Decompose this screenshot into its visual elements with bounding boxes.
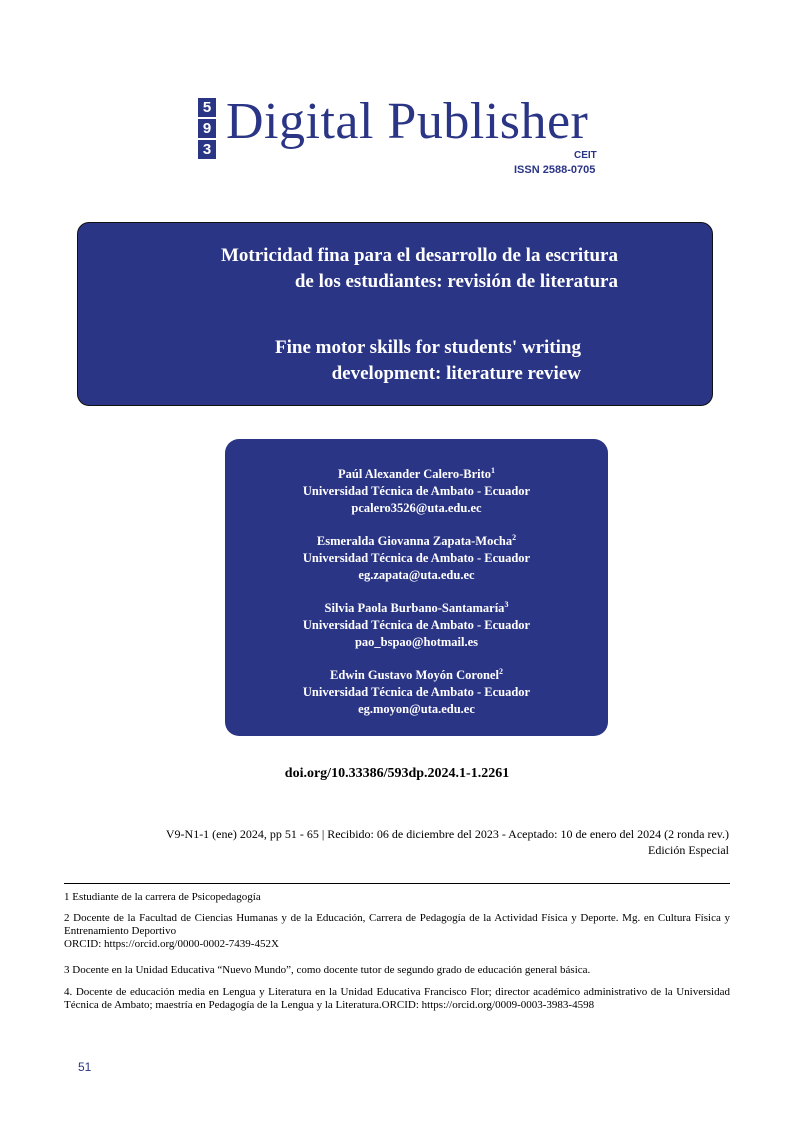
author-affiliation: Universidad Técnica de Ambato - Ecuador [302, 685, 531, 700]
author-entry [225, 596, 608, 651]
footnote-3: 3 Docente en la Unidad Educativa “Nuevo Mundo”, como docente tutor de segundo grado de educación general básica. [64, 964, 591, 976]
author-name: Paúl Alexander Calero-Brito$^1$ [338, 466, 495, 482]
footnote-4: 4. Docente de educación media en Lengua y Literatura en la Unidad Educativa Francisco Flor; director académico administrativo de la Universidad Técnica de Ambato; maestría en Pedagogía de la Lengua y la Literatura.ORCID: https://orcid.org/0009-0003-3983-4598 [64, 986, 730, 1011]
author-entry [225, 663, 608, 718]
author-name: Edwin Gustavo Moyón Coronel$^2$ [330, 667, 503, 683]
author-affiliation: Universidad Técnica de Ambato - Ecuador [302, 618, 531, 633]
footnote-2-orcid[interactable]: ORCID: https://orcid.org/0000-0002-7439-452X [64, 938, 279, 950]
title-es-line2: de los estudiantes: revisión de literatura [294, 271, 618, 292]
title-en-line2: development: literature review [331, 363, 581, 384]
title-es-line1: Motricidad fina para el desarrollo de la escritura [220, 245, 618, 266]
footnote-2-text: 2 Docente de la Facultad de Ciencias Humanas y de la Educación, Carrera de Pedagogía de la Actividad Física y Deporte. Mg. en Cultura Física y Entrenamiento Deportivo [64, 912, 730, 937]
author-email: eg.zapata@uta.edu.ec [358, 568, 475, 583]
author-affiliation: Universidad Técnica de Ambato - Ecuador [302, 484, 531, 499]
footnote-divider [64, 883, 730, 884]
authors-box [225, 439, 608, 736]
author-name: Silvia Paola Burbano-Santamaría$^3$ [324, 600, 509, 616]
logo-wordmark: Digital Publisher [226, 93, 589, 150]
logo-ceit: CEIT [574, 150, 597, 161]
logo-issn: ISSN 2588-0705 [514, 164, 596, 176]
logo-digit: 5 [198, 98, 216, 117]
title-en-line1: Fine motor skills for students' writing [275, 337, 581, 358]
journal-logo [198, 93, 618, 178]
logo-digit-stack [198, 98, 218, 161]
author-email: pcalero3526@uta.edu.ec [351, 501, 482, 516]
doi-link[interactable]: doi.org/10.33386/593dp.2024.1-1.2261 [284, 766, 510, 781]
author-entry [225, 462, 608, 517]
author-footnote-ref: 1 [491, 466, 495, 475]
publication-meta [166, 826, 729, 858]
author-email: eg.moyon@uta.edu.ec [358, 702, 475, 717]
author-name: Esmeralda Giovanna Zapata-Mocha$^2$ [316, 533, 517, 549]
author-footnote-ref: 2 [512, 533, 517, 542]
page-number: 51 [78, 1060, 92, 1074]
author-footnote-ref: 3 [504, 600, 509, 609]
logo-digit: 9 [198, 119, 216, 138]
author-footnote-ref: 2 [498, 667, 503, 676]
author-email: pao_bspao@hotmail.es [354, 635, 479, 650]
author-entry [225, 529, 608, 584]
footnote-2 [64, 912, 730, 951]
title-box [77, 222, 713, 406]
publication-dates: V9-N1-1 (ene) 2024, pp 51 - 65 | Recibido: 06 de diciembre del 2023 - Aceptado: 10 de enero del 2024 (2 ronda rev.) [165, 827, 729, 841]
footnote-1: 1 Estudiante de la carrera de Psicopedagogía [64, 891, 261, 903]
edition-label: Edición Especial [648, 843, 729, 857]
author-affiliation: Universidad Técnica de Ambato - Ecuador [302, 551, 531, 566]
logo-digit: 3 [198, 140, 216, 159]
